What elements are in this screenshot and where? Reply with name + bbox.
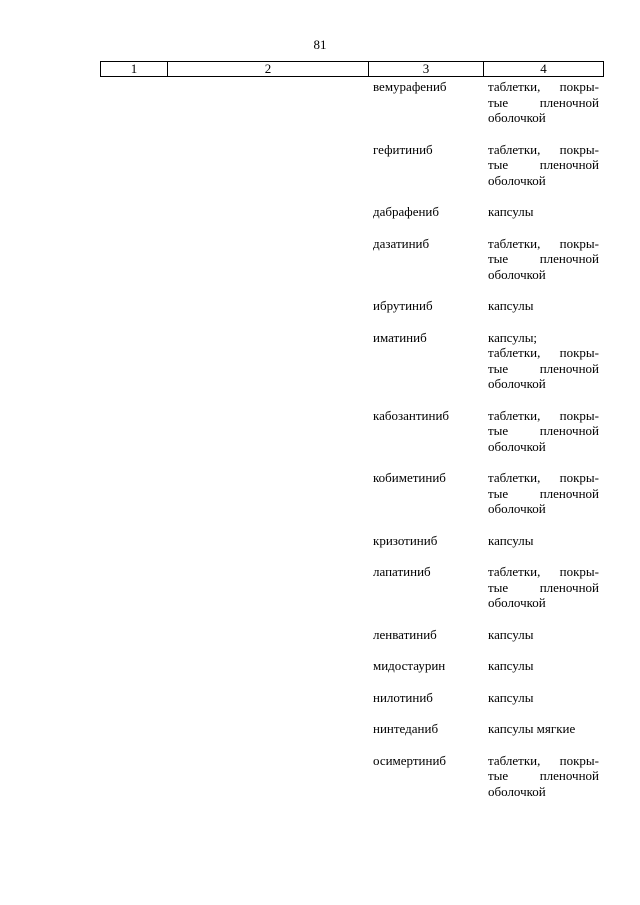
dosage-form-line: тые пленочной bbox=[488, 579, 599, 595]
dosage-form bbox=[488, 142, 599, 189]
table-row bbox=[0, 690, 640, 706]
dosage-form-line: тые пленочной bbox=[488, 251, 599, 266]
drug-name: осимертиниб bbox=[373, 752, 447, 768]
dosage-form-line: оболочкой bbox=[488, 783, 546, 799]
dosage-form bbox=[488, 564, 599, 611]
dosage-form-line: тые пленочной bbox=[488, 485, 599, 501]
table-row bbox=[0, 79, 640, 126]
table-row bbox=[0, 298, 640, 314]
dosage-form-line: таблетки, покры- bbox=[488, 564, 599, 579]
dosage-form-line: капсулы bbox=[488, 658, 534, 673]
drug-name: кризотиниб bbox=[373, 532, 438, 548]
dosage-form-line: оболочкой bbox=[488, 110, 546, 125]
table-row bbox=[0, 753, 640, 800]
dosage-form-line: оболочкой bbox=[488, 595, 546, 610]
dosage-form bbox=[488, 408, 599, 455]
drug-name: ибрутиниб bbox=[373, 298, 433, 313]
dosage-form-line: оболочкой bbox=[488, 438, 546, 454]
dosage-form-line: оболочкой bbox=[488, 501, 546, 516]
drug-list bbox=[0, 79, 640, 815]
dosage-form-line: таблетки, покры- bbox=[488, 752, 599, 768]
dosage-form bbox=[488, 204, 599, 220]
table-row bbox=[0, 204, 640, 220]
dosage-form-line: тые пленочной bbox=[488, 360, 599, 376]
dosage-form-line: таблетки, покры- bbox=[488, 235, 599, 251]
drug-name: кабозантиниб bbox=[373, 407, 450, 423]
dosage-form-line: тые пленочной bbox=[488, 768, 599, 783]
dosage-form-line: тые пленочной bbox=[488, 423, 599, 438]
dosage-form-line: капсулы bbox=[488, 626, 534, 642]
dosage-form-line: таблетки, покры- bbox=[488, 141, 599, 157]
dosage-form bbox=[488, 690, 599, 706]
dosage-form bbox=[488, 236, 599, 283]
drug-name: дабрафениб bbox=[373, 204, 439, 219]
table-row bbox=[0, 721, 640, 737]
column-header-2: 2 bbox=[168, 62, 369, 77]
dosage-form bbox=[488, 79, 599, 126]
dosage-form-line: тые пленочной bbox=[488, 94, 599, 110]
table-row bbox=[0, 236, 640, 283]
table-row bbox=[0, 627, 640, 643]
dosage-form-line: оболочкой bbox=[488, 376, 546, 391]
dosage-form-line: оболочкой bbox=[488, 172, 546, 188]
dosage-form-line: оболочкой bbox=[488, 266, 546, 282]
table-row bbox=[0, 408, 640, 455]
dosage-form bbox=[488, 470, 599, 517]
dosage-form bbox=[488, 533, 599, 549]
dosage-form-line: таблетки, покры- bbox=[488, 79, 599, 94]
dosage-form-line: капсулы; bbox=[488, 329, 538, 345]
dosage-form-line: таблетки, покры- bbox=[488, 470, 599, 485]
dosage-form-line: капсулы bbox=[488, 689, 534, 705]
drug-name: лапатиниб bbox=[373, 564, 431, 579]
column-header-4: 4 bbox=[484, 62, 604, 77]
column-header-1: 1 bbox=[101, 62, 168, 77]
dosage-form-line: тые пленочной bbox=[488, 157, 599, 172]
drug-name: ленватиниб bbox=[373, 626, 437, 642]
column-header-table bbox=[100, 61, 604, 77]
drug-name: вемурафениб bbox=[373, 79, 447, 94]
table-row bbox=[0, 142, 640, 189]
table-row bbox=[0, 470, 640, 517]
dosage-form-line: капсулы мягкие bbox=[488, 721, 576, 736]
page-number: 81 bbox=[313, 37, 327, 52]
dosage-form-line: таблетки, покры- bbox=[488, 407, 599, 423]
table-row bbox=[0, 564, 640, 611]
dosage-form bbox=[488, 298, 599, 314]
drug-name: дазатиниб bbox=[373, 235, 430, 251]
dosage-form bbox=[488, 753, 599, 800]
dosage-form-line: капсулы bbox=[488, 204, 534, 219]
table-row bbox=[0, 658, 640, 674]
dosage-form-line: капсулы bbox=[488, 298, 534, 313]
drug-name: гефитиниб bbox=[373, 141, 433, 157]
dosage-form-line: капсулы bbox=[488, 532, 534, 548]
drug-name: мидостаурин bbox=[373, 658, 446, 673]
dosage-form bbox=[488, 721, 599, 737]
dosage-form-line: таблетки, покры- bbox=[488, 345, 599, 360]
column-header-row bbox=[101, 62, 604, 77]
table-row bbox=[0, 533, 640, 549]
dosage-form bbox=[488, 658, 599, 674]
drug-name: нилотиниб bbox=[373, 689, 433, 705]
drug-name: нинтеданиб bbox=[373, 721, 439, 736]
column-header-3: 3 bbox=[369, 62, 484, 77]
drug-name: иматиниб bbox=[373, 329, 427, 345]
drug-name: кобиметиниб bbox=[373, 470, 446, 485]
dosage-form bbox=[488, 627, 599, 643]
table-row bbox=[0, 330, 640, 392]
dosage-form bbox=[488, 330, 599, 392]
